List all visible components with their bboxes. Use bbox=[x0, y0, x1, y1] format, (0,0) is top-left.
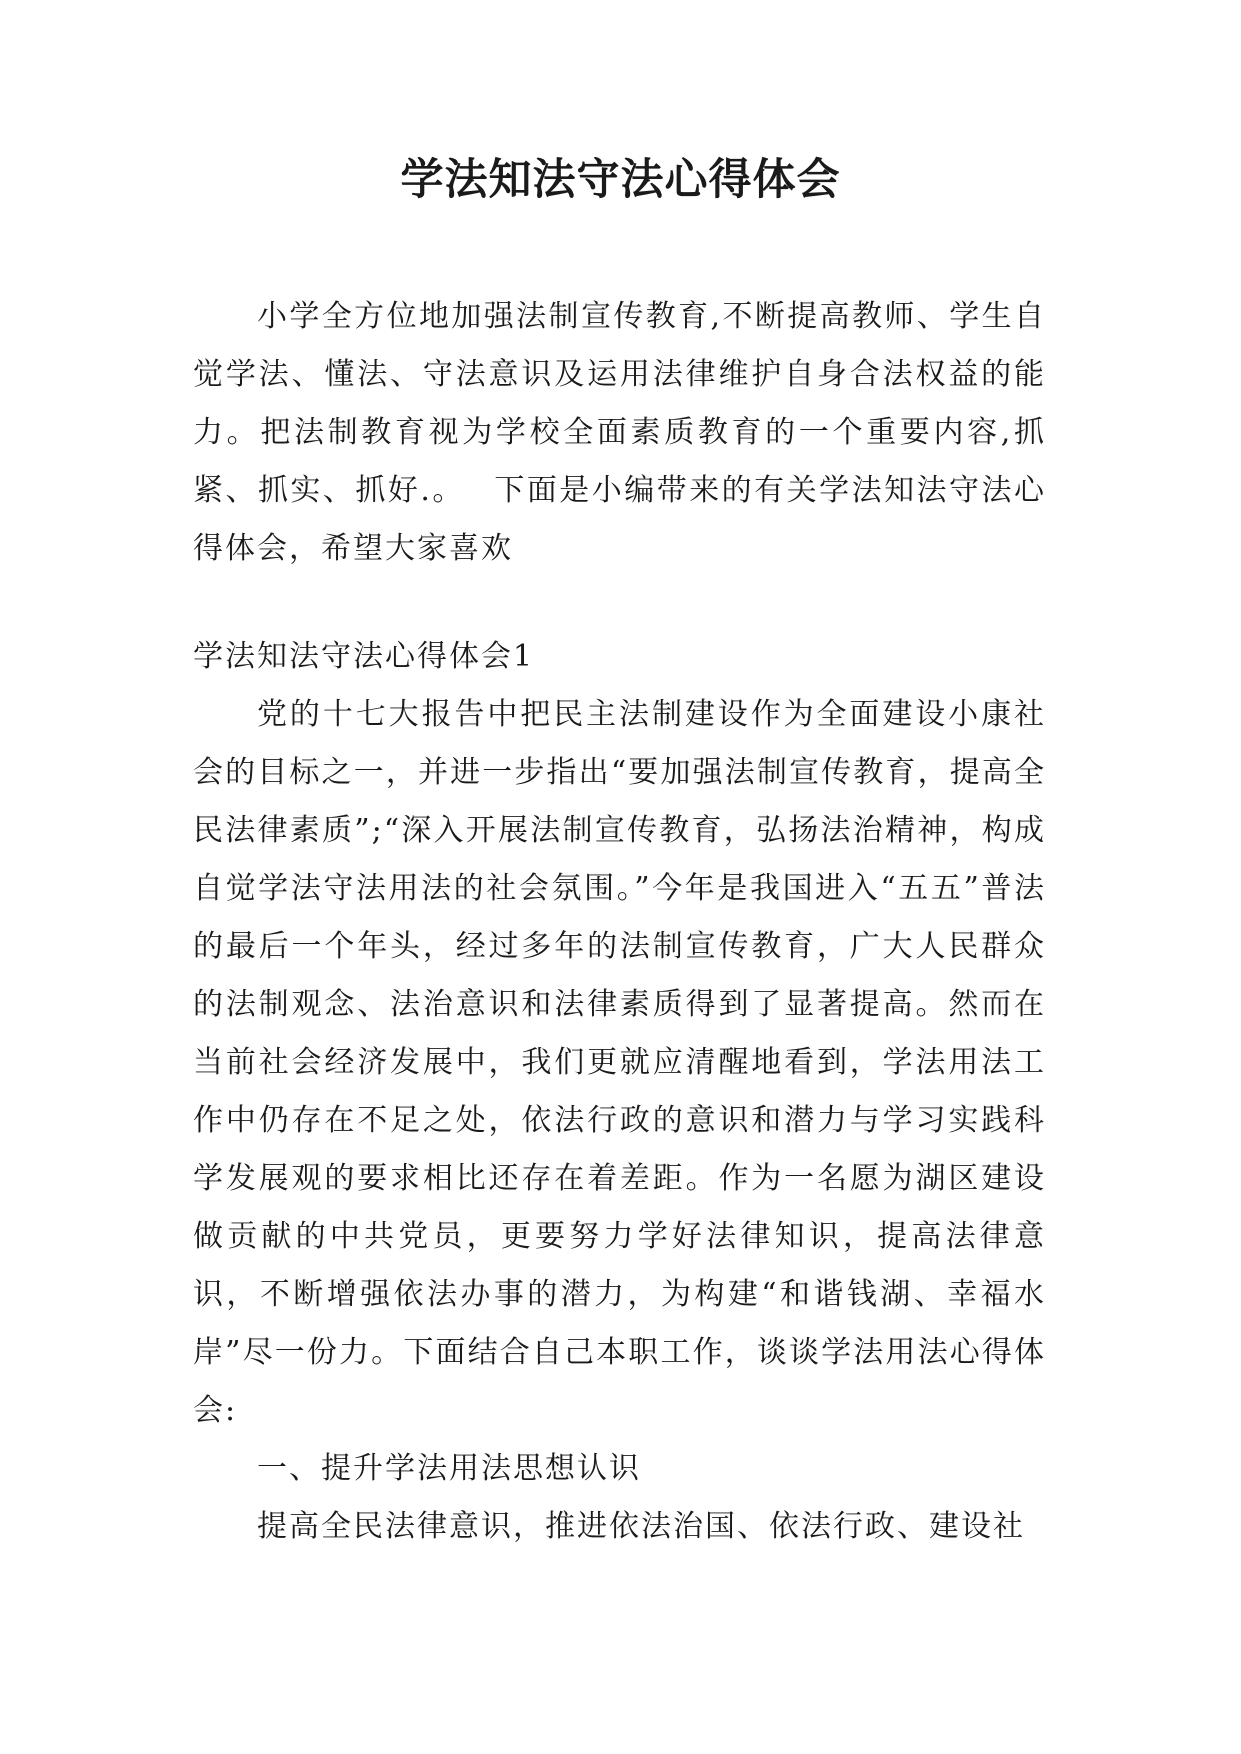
document-title: 学法知法守法心得体会 bbox=[400, 155, 841, 205]
body-paragraph: 党的十七大报告中把民主法制建设作为全面建设小康社会的目标之一，并进一步指出“要加强法制宣传教育，提高全民法律素质”;“深入开展法制宣传教育，弘扬法治精神，构成自觉学法守法用法的社会氛围。”今年是我国进入“五五”普法的最后一个年头，经过多年的法制宣传教育，广大人民群众的法制观念、法治意识和法律素质得到了显著提高。然而在当前社会经济发展中，我们更就应清醒地看到，学法用法工作中仍存在不足之处，依法行政的意识和潜力与学习实践科学发展观的要求相比还存在着差距。作为一名愿为湖区建设做贡献的中共党员，更要努力学好法律知识，提高法律意识，不断增强依法办事的潜力，为构建“和谐钱湖、幸福水岸”尽一份力。下面结合自己本职工作，谈谈学法用法心得体会: bbox=[193, 697, 1046, 1428]
intro-block bbox=[193, 288, 1046, 578]
section-heading: 学法知法守法心得体会1 bbox=[193, 639, 535, 674]
sub-heading: 一、提升学法用法思想认识 bbox=[257, 1451, 641, 1486]
body-paragraph-truncated: 提高全民法律意识，推进依法治国、依法行政、建设社 bbox=[257, 1509, 1025, 1544]
intro-paragraph: 小学全方位地加强法制宣传教育,不断提高教师、学生自觉学法、懂法、守法意识及运用法律维护自身合法权益的能力。把法制教育视为学校全面素质教育的一个重要内容,抓紧、抓实、抓好.。 下面是小编带来的有关学法知法守法心得体会，希望大家喜欢 bbox=[193, 299, 1046, 566]
main-content bbox=[193, 628, 1046, 1556]
